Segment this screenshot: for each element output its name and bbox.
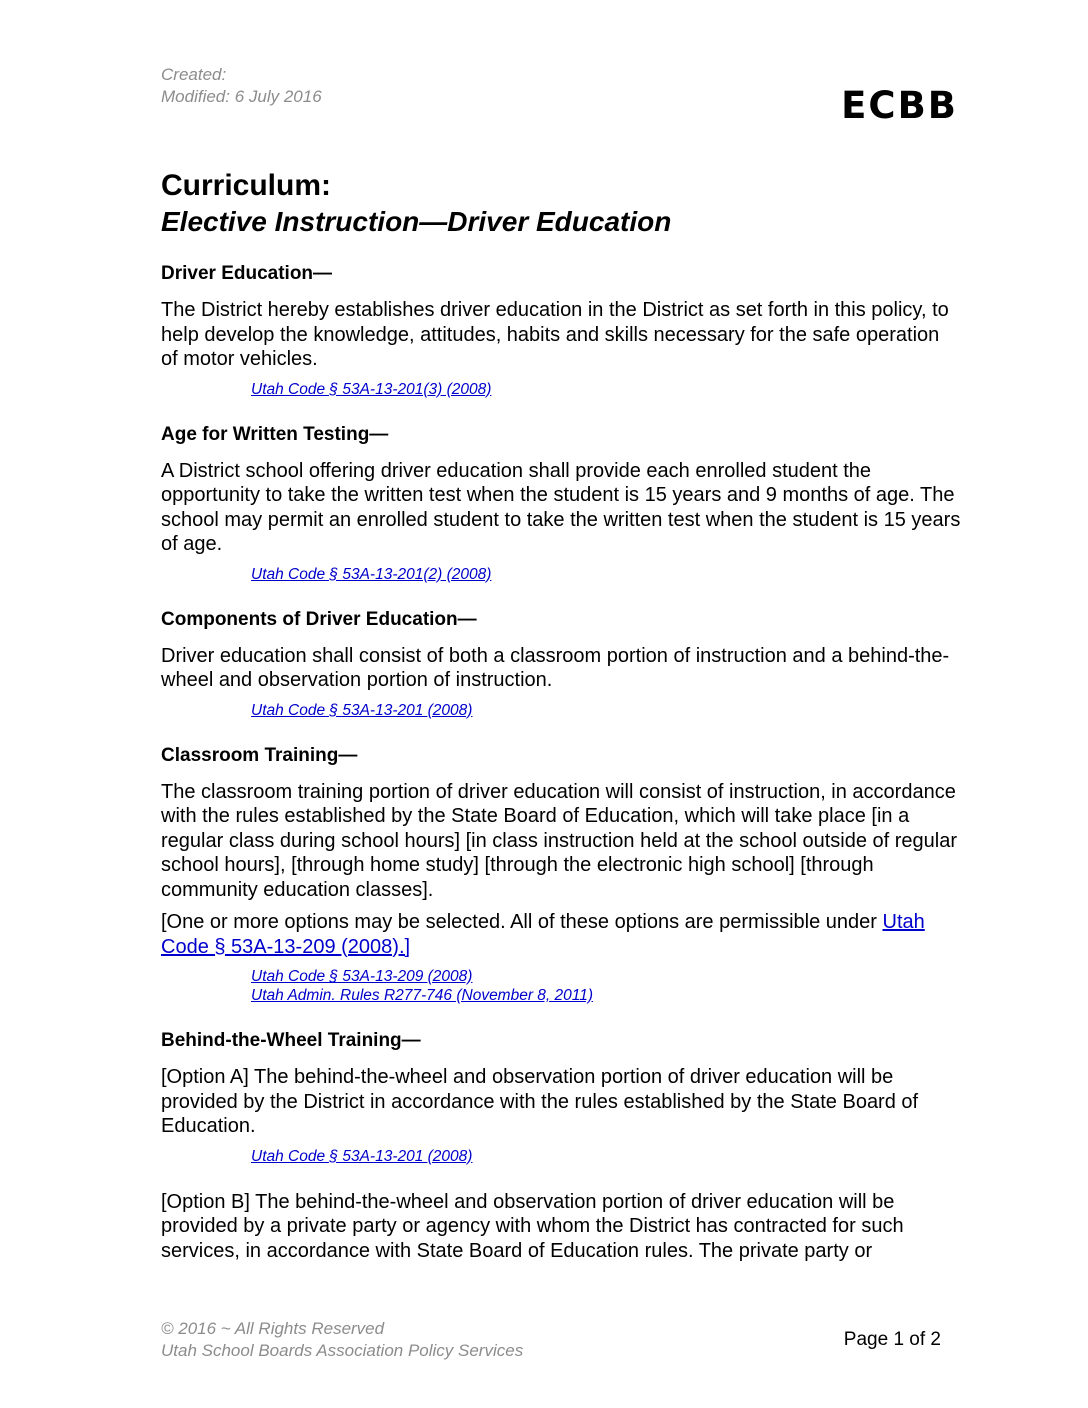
options-note <box>161 910 961 959</box>
citation-list <box>251 380 961 399</box>
section-paragraph: The classroom training portion of driver education will consist of instruction, in accordance with the rules established by the State Board of Education, which will take place [in a regular class during school hours] [in class instruction held at the school outside of regular school hours], [through home study] [through the electronic high school] [through community education classes]. <box>161 780 957 901</box>
section-classroom-training <box>161 744 961 1006</box>
policy-content <box>161 262 961 1271</box>
section-heading: Components of Driver Education— <box>161 608 477 630</box>
document-meta <box>161 64 322 108</box>
title-block <box>161 168 961 240</box>
options-note-text: [One or more options may be selected. All of these options are permissible under <box>161 911 883 933</box>
section-behind-the-wheel <box>161 1029 961 1263</box>
copyright-text: © 2016 ~ All Rights Reserved <box>161 1319 385 1338</box>
citation-link[interactable]: Utah Admin. Rules R277-746 (November 8, 2011) <box>251 987 594 1004</box>
page-number: Page 1 of 2 <box>843 1329 941 1350</box>
section-paragraph-option-b: [Option B] The behind-the-wheel and observation portion of driver education will be provided by a private party or agency with whom the District has contracted for such services, in accordance with State Board of Education rules. The private party or <box>161 1190 904 1262</box>
created-label: Created: <box>161 65 227 84</box>
citation-list <box>251 967 961 1005</box>
citation-list <box>251 565 961 584</box>
citation-link[interactable]: Utah Code § 53A-13-201(3) (2008) <box>251 380 492 398</box>
page-title: Curriculum: <box>161 169 332 202</box>
section-components <box>161 608 961 720</box>
section-heading: Age for Written Testing— <box>161 423 389 445</box>
section-heading: Behind-the-Wheel Training— <box>161 1030 421 1051</box>
citation-link[interactable]: Utah Code § 53A-13-201 (2008) <box>251 701 473 719</box>
modified-date: Modified: 6 July 2016 <box>161 87 322 106</box>
section-driver-education <box>161 262 961 399</box>
section-age-for-written-testing <box>161 423 961 584</box>
citation-link[interactable]: Utah Code § 53A-13-201 (2008) <box>251 1147 473 1165</box>
policy-code: ECBB <box>841 84 958 127</box>
section-paragraph: Driver education shall consist of both a classroom portion of instruction and a behind-the-wheel and observation portion of instruction. <box>161 644 950 691</box>
section-paragraph-option-a: [Option A] The behind-the-wheel and observation portion of driver education will be provided by the District in accordance with the rules established by the State Board of Education. <box>161 1066 919 1137</box>
section-heading: Classroom Training— <box>161 744 358 766</box>
organization-text: Utah School Boards Association Policy Services <box>161 1341 524 1360</box>
footer-credits <box>161 1318 523 1362</box>
section-paragraph: A District school offering driver education shall provide each enrolled student the opportunity to take the written test when the student is 15 years and 9 months of age. The school may permit an enrolled student to take the written test when the student is 15 years of age. <box>161 459 961 555</box>
options-note-link[interactable]: Utah Code § 53A-13-209 (2008).] <box>161 911 925 958</box>
citation-list <box>251 1147 961 1166</box>
section-heading: Driver Education— <box>161 263 333 284</box>
section-paragraph: The District hereby establishes driver education in the District as set forth in this policy, to help develop the knowledge, attitudes, habits and skills necessary for the safe operation of motor vehicles. <box>161 299 949 370</box>
citation-link[interactable]: Utah Code § 53A-13-209 (2008) <box>251 968 473 985</box>
citation-list <box>251 701 961 720</box>
page-subtitle: Elective Instruction—Driver Education <box>161 206 672 237</box>
citation-link[interactable]: Utah Code § 53A-13-201(2) (2008) <box>251 565 492 583</box>
